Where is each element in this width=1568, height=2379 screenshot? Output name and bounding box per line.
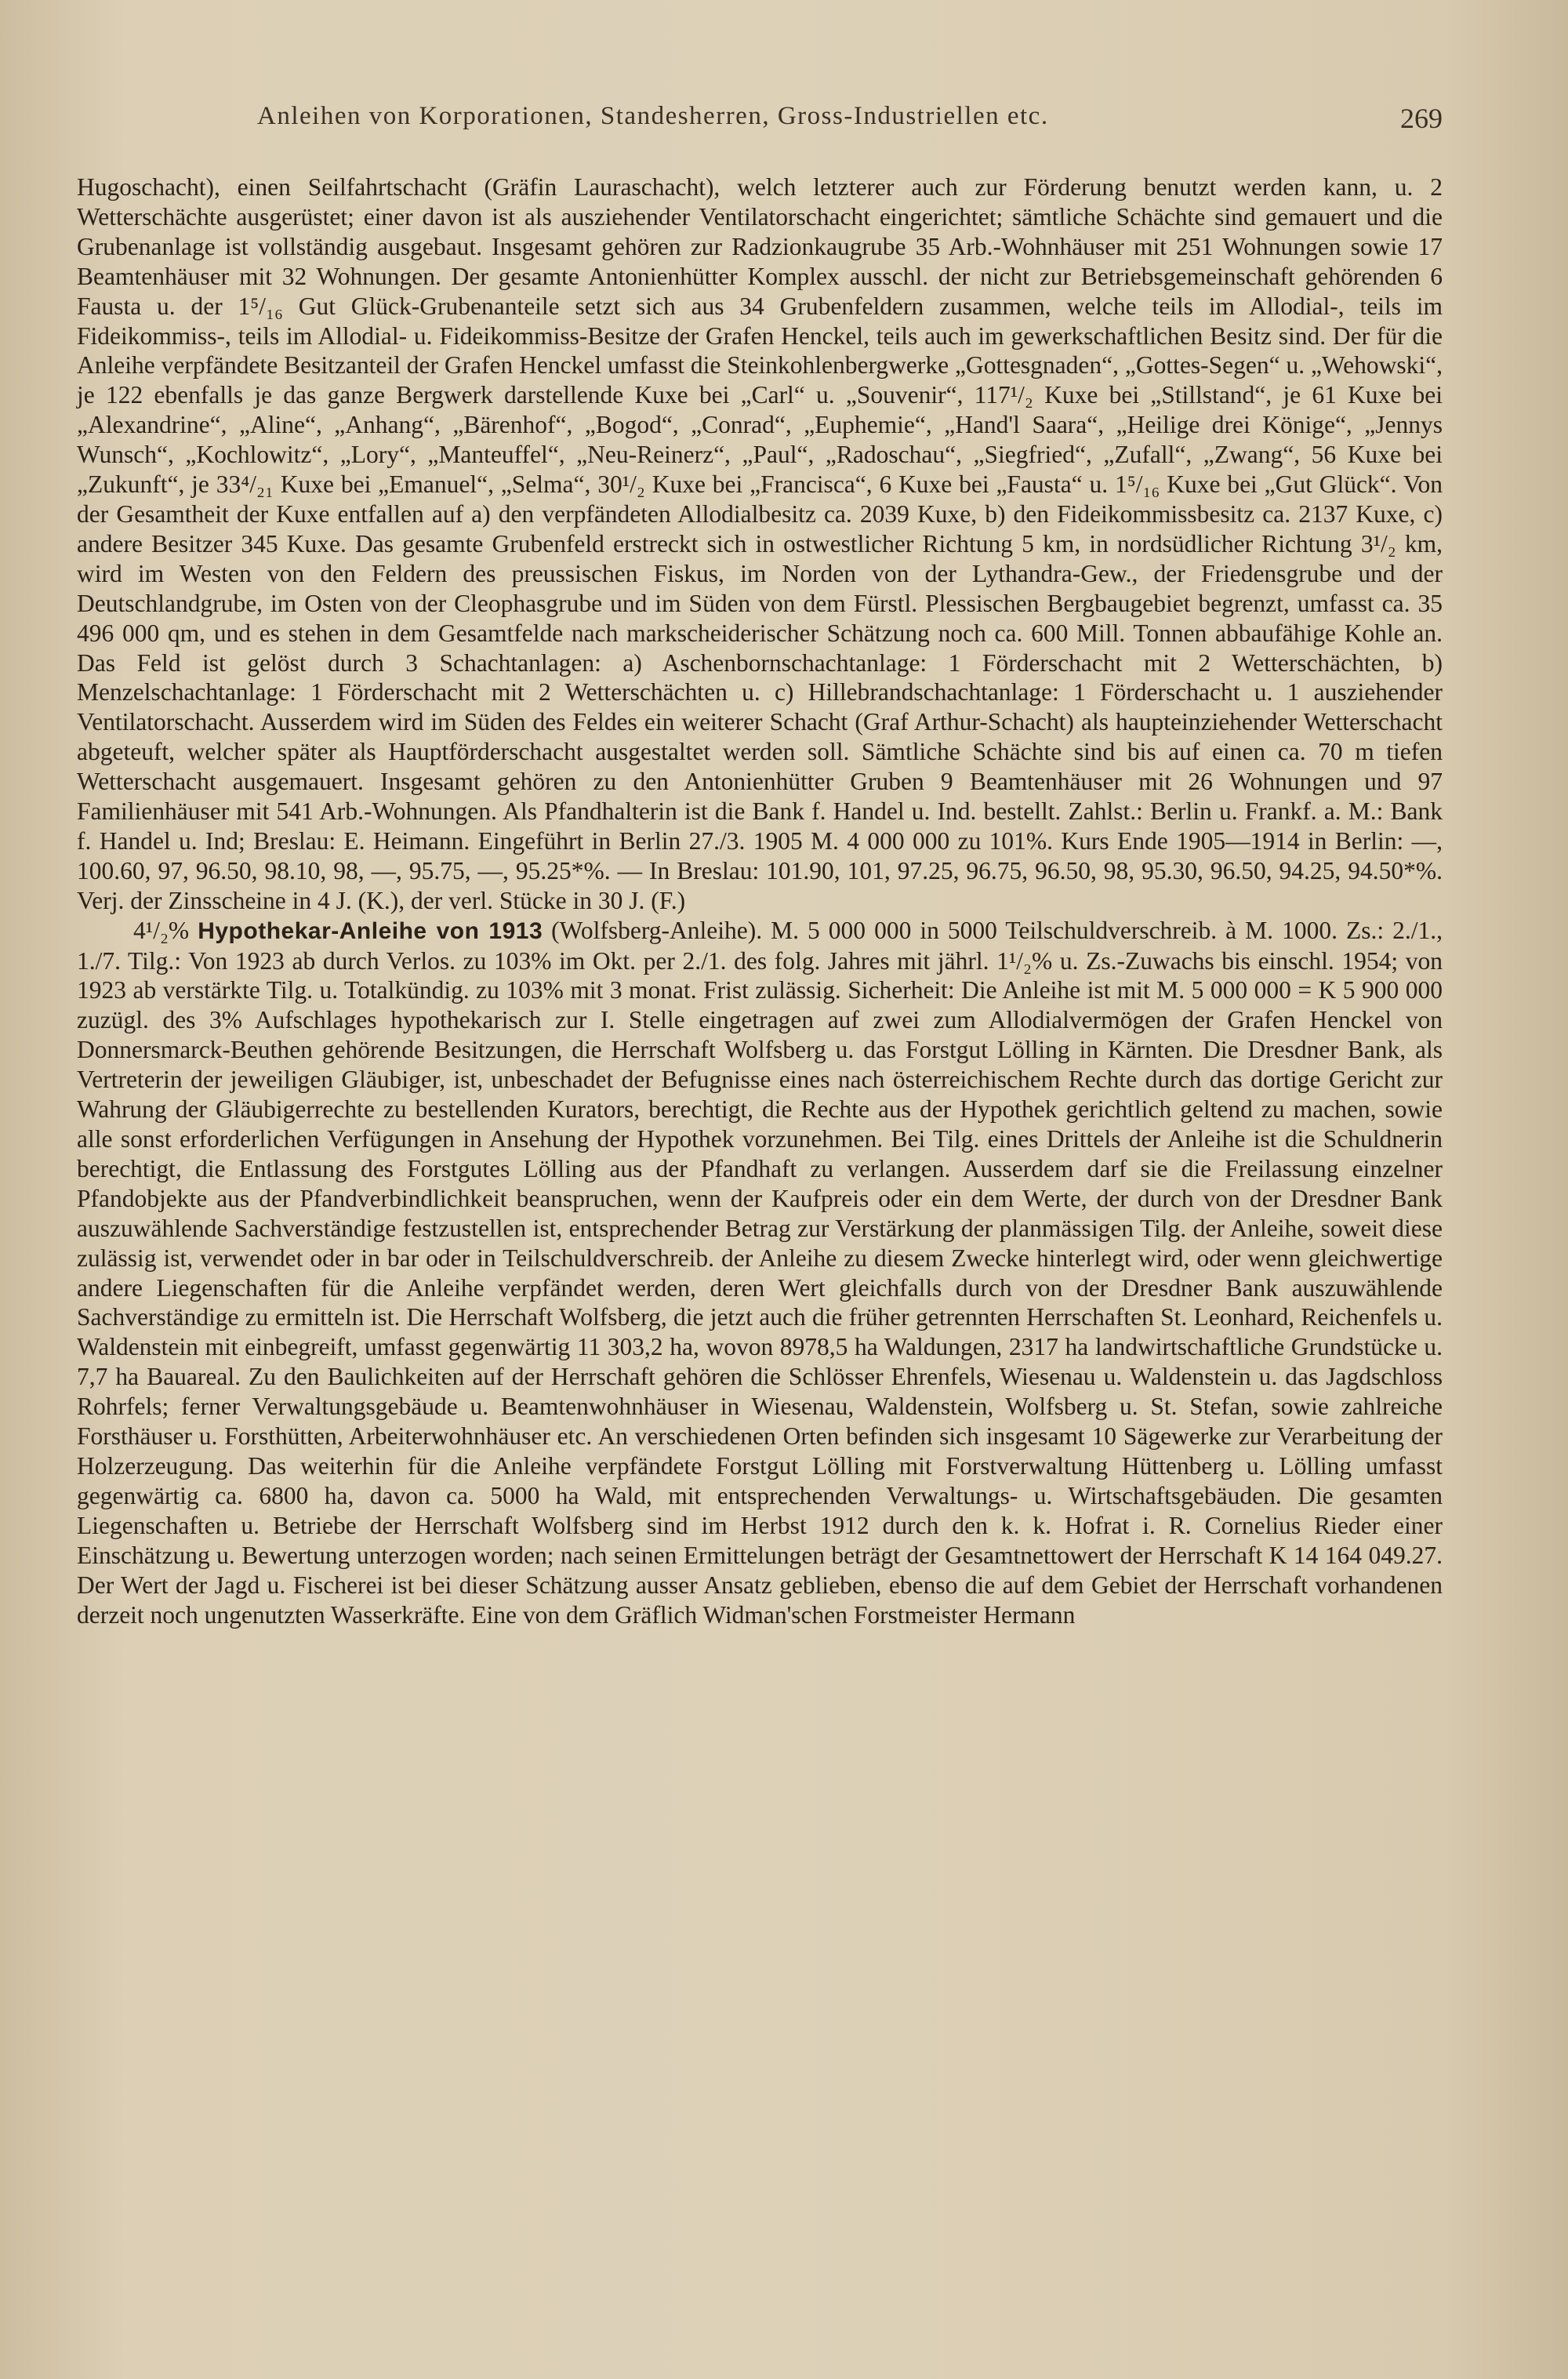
paragraph-antonienhuette: Hugoschacht), einen Seilfahrtschacht (Gräfin Lauraschacht), welch letzterer auch zur Förderung benutzt werden kann, u. 2 Wetterschächte ausgerüstet; einer davon ist als ausziehender Ventilatorschacht eingerichtet; sämtliche Schächte sind gemauert und die Grubenanlage ist vollständig ausgebaut. Insgesamt gehören zur Radzionkaugrube 35 Arb.-Wohnhäuser mit 251 Wohnungen sowie 17 Beamtenhäuser mit 32 Wohnungen. Der gesamte Antonienhütter Komplex ausschl. der nicht zur Betriebsgemeinschaft gehörenden 6 Fausta u. der 1⁵/₁₆ Gut Glück-Grubenanteile setzt sich aus 34 Grubenfeldern zusammen, welche teils im Allodial-, teils im Fideikommiss-, teils im Allodial- u. Fideikommiss-Besitze der Grafen Henckel, teils auch im gewerkschaftlichen Besitz sind. Der für die Anleihe verpfändete Besitzanteil der Grafen Henckel umfasst die Steinkohlenbergwerke „Gottesgnaden“, „Gottes-Segen“ u. „Wehowski“, je 122 ebenfalls je das ganze Bergwerk darstellende Kuxe bei „Carl“ u. „Souvenir“, 117¹/₂ Kuxe bei „Stillstand“, je 61 Kuxe bei „Alexandrine“, „Aline“, „Anhang“, „Bärenhof“, „Bogod“, „Conrad“, „Euphemie“, „Hand'l Saara“, „Heilige drei Könige“, „Jennys Wunsch“, „Kochlowitz“, „Lory“, „Manteuffel“, „Neu-Reinerz“, „Paul“, „Radoschau“, „Siegfried“, „Zufall“, „Zwang“, 56 Kuxe bei „Zukunft“, je 33⁴/₂₁ Kuxe bei „Emanuel“, „Selma“, 30¹/₂ Kuxe bei „Francisca“, 6 Kuxe bei „Fausta“ u. 1⁵/₁₆ Kuxe bei „Gut Glück“. Von der Gesamtheit der Kuxe entfallen auf a) den verpfändeten Allodialbesitz ca. 2039 Kuxe, b) den Fideikommissbesitz ca. 2137 Kuxe, c) andere Besitzer 345 Kuxe. Das gesamte Grubenfeld erstreckt sich in ostwestlicher Richtung 5 km, in nordsüdlicher Richtung 3¹/₂ km, wird im Westen von den Feldern des preussischen Fiskus, im Norden von der Lythandra-Gew., der Friedensgrube und der Deutschlandgrube, im Osten von der Cleophasgrube und im Süden von dem Fürstl. Plessischen Bergbaugebiet begrenzt, umfasst ca. 35 496 000 qm, und es stehen in dem Gesamtfelde nach markscheiderischer Schätzung noch ca. 600 Mill. Tonnen abbaufähige Kohle an. Das Feld ist gelöst durch 3 Schachtanlagen: a) Aschenbornschachtanlage: 1 Förderschacht mit 2 Wetterschächten, b) Menzelschachtanlage: 1 Förderschacht mit 2 Wetterschächten u. c) Hillebrandschachtanlage: 1 Förderschacht u. 1 ausziehender Ventilatorschacht. Ausserdem wird im Süden des Feldes ein weiterer Schacht (Graf Arthur-Schacht) als haupteinziehender Wetterschacht abgeteuft, welcher später als Hauptförderschacht ausgestaltet werden soll. Sämtliche Schächte sind bis auf einen ca. 70 m tiefen Wetterschacht ausgemauert. Insgesamt gehören zu den Antonienhütter Gruben 9 Beamtenhäuser mit 26 Wohnungen und 97 Familienhäuser mit 541 Arb.-Wohnungen. Als Pfandhalterin ist die Bank f. Handel u. Ind. bestellt. Zahlst.: Berlin u. Frankf. a. M.: Bank f. Handel u. Ind; Breslau: E. Heimann. Eingeführt in Berlin 27./3. 1905 M. 4 000 000 zu 101%. Kurs Ende 1905—1914 in Berlin: —, 100.60, 97, 96.50, 98.10, 98, —, 95.75, —, 95.25*%. — In Breslau: 101.90, 101, 97.25, 96.75, 96.50, 98, 95.30, 96.50, 94.25, 94.50*%. Verj. der Zinsscheine in 4 J. (K.), der verl. Stücke in 30 J. (F.) <box>77 173 1443 914</box>
running-title: Anleihen von Korporationen, Standesherren, Gross-Industriellen etc. <box>257 102 1049 130</box>
page-number: 269 <box>1400 103 1443 134</box>
loan-heading: Hypothekar-Anleihe von 1913 <box>198 917 543 944</box>
body-text <box>77 173 1443 1629</box>
running-header <box>77 102 1443 146</box>
interest-rate: 4¹/₂% <box>133 916 190 944</box>
paragraph-wolfsberg-loan <box>77 916 1443 1630</box>
loan-text: (Wolfsberg-Anleihe). M. 5 000 000 in 5000 Teilschuldverschreib. à M. 1000. Zs.: 2./1., 1./7. Tilg.: Von 1923 ab durch Verlos. zu 103% im Okt. per 2./1. des folg. Jahres mit jährl. 1¹/₂% u. Zs.-Zuwachs bis einschl. 1954; von 1923 ab verstärkte Tilg. u. Totalkündig. zu 103% mit 3 monat. Frist zulässig. Sicherheit: Die Anleihe ist mit M. 5 000 000 = K 5 900 000 zuzügl. des 3% Aufschlages hypothekarisch zur I. Stelle eingetragen auf zwei zum Allodialvermögen der Grafen Henckel von Donnersmarck-Beuthen gehörende Besitzungen, die Herrschaft Wolfsberg u. das Forstgut Lölling in Kärnten. Die Dresdner Bank, als Vertreterin der jeweiligen Gläubiger, ist, unbeschadet der Befugnisse eines nach österreichischem Rechte durch das dortige Gericht zur Wahrung der Gläubigerrechte zu bestellenden Kurators, berechtigt, die Rechte aus der Hypothek gerichtlich geltend zu machen, sowie alle sonst erforderlichen Verfügungen in Ansehung der Hypothek vorzunehmen. Bei Tilg. eines Drittels der Anleihe ist die Schuldnerin berechtigt, die Entlassung des Forstgutes Lölling aus der Pfandhaft zu verlangen. Ausserdem darf sie die Freilassung einzelner Pfandobjekte aus der Pfandverbindlichkeit beanspruchen, wenn der Kaufpreis oder ein dem Werte, der durch von der Dresdner Bank auszuwählende Sachverständige festzustellen ist, entsprechender Betrag zur Verstärkung der planmässigen Tilg. der Anleihe, soweit diese zulässig ist, verwendet oder in bar oder in Teilschuldverschreib. der Anleihe zu diesem Zwecke hinterlegt wird, oder wenn gleichwertige andere Liegenschaften für die Anleihe verpfändet werden, deren Wert gleichfalls durch von der Dresdner Bank auszuwählende Sachverständige zu ermitteln ist. Die Herrschaft Wolfsberg, die jetzt auch die früher getrennten Herrschaften St. Leonhard, Reichenfels u. Waldenstein mit einbegreift, umfasst gegenwärtig 11 303,2 ha, wovon 8978,5 ha Waldungen, 2317 ha landwirtschaftliche Grundstücke u. 7,7 ha Bauareal. Zu den Baulichkeiten auf der Herrschaft gehören die Schlösser Ehrenfels, Wiesenau u. Waldenstein u. das Jagdschloss Rohrfels; ferner Verwaltungsgebäude u. Beamtenwohnhäuser in Wiesenau, Waldenstein, Wolfsberg u. St. Stefan, sowie zahlreiche Forsthäuser u. Forsthütten, Arbeiterwohnhäuser etc. An verschiedenen Orten befinden sich insgesamt 10 Sägewerke zur Verarbeitung der Holzerzeugung. Das weiterhin für die Anleihe verpfändete Forstgut Lölling mit Forstverwaltung Hüttenberg u. Lölling umfasst gegenwärtig ca. 6800 ha, davon ca. 5000 ha Wald, mit entsprechenden Verwaltungs- u. Wirtschaftsgebäuden. Die gesamten Liegenschaften u. Betriebe der Herrschaft Wolfsberg sind im Herbst 1912 durch den k. k. Hofrat i. R. Cornelius Rieder einer Einschätzung u. Bewertung unterzogen worden; nach seinen Ermittelungen beträgt der Gesamtnettowert der Herrschaft K 14 164 049.27. Der Wert der Jagd u. Fischerei ist bei dieser Schätzung ausser Ansatz geblieben, ebenso die auf dem Gebiet der Herrschaft vorhandenen derzeit noch ungenutzten Wasserkräfte. Eine von dem Gräflich Widman'schen Forstmeister Hermann <box>77 916 1443 1629</box>
